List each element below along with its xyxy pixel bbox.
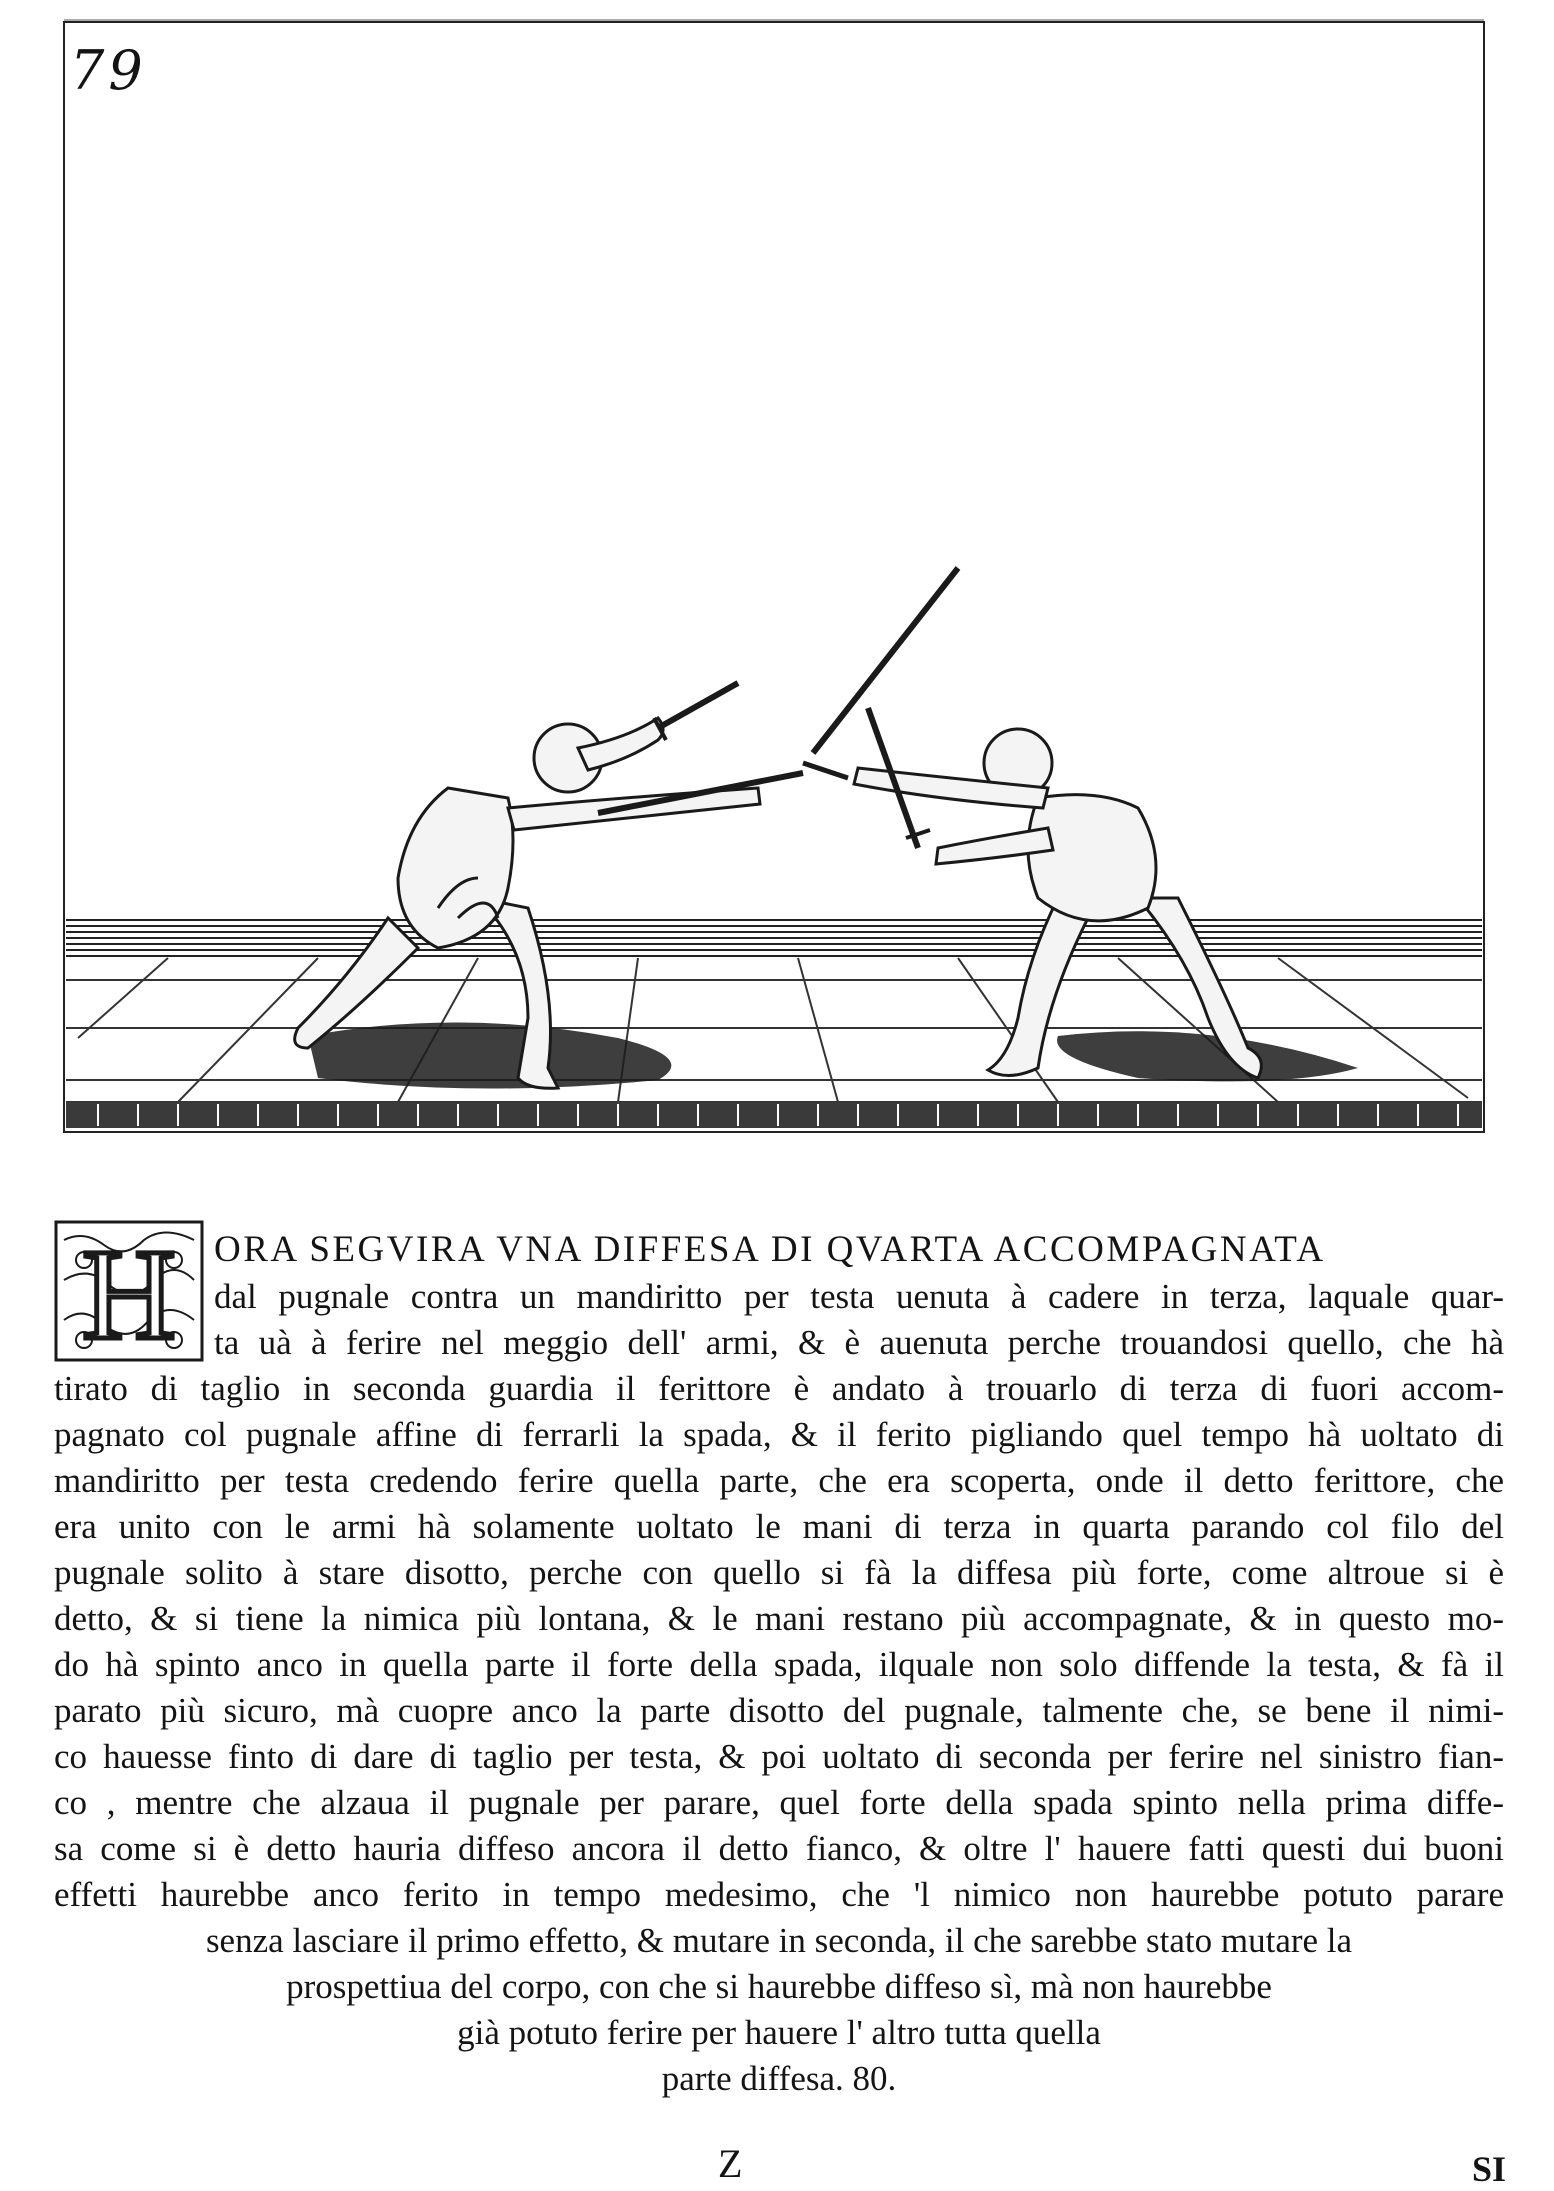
text-line: già potuto ferire per hauere l' altro tutta quella [457, 2013, 1101, 2052]
text-line: pagnato col pugnale affine di ferrarli la spada, & il ferito pigliando quel tempo hà uoltato di [54, 1415, 1504, 1454]
text-line: tirato di taglio in seconda guardia il ferittore è andato à trouarlo di terza di fuori accom- [54, 1369, 1504, 1408]
dagger-left [658, 683, 738, 728]
plate-border [64, 22, 1484, 1132]
text-line: do hà spinto anco in quella parte il forte della spada, ilquale non solo diffende la testa, & fà il [54, 1645, 1504, 1684]
shadow-right [1057, 1031, 1358, 1081]
text-line: effetti haurebbe anco ferito in tempo medesimo, che 'l nimico non haurebbe potuto parare [54, 1875, 1504, 1914]
text-line: parato più sicuro, mà cuopre anco la parte disotto del pugnale, talmente che, se bene il nimi- [54, 1691, 1504, 1730]
opening-heading: ORA SEGVIRA VNA DIFFESA DI QVARTA ACCOMPAGNATA [214, 1229, 1326, 1270]
drop-cap [54, 1220, 204, 1362]
text-line: mandiritto per testa credendo ferire quella parte, che era scoperta, onde il detto ferittore, che [54, 1461, 1504, 1500]
fencer-right [854, 729, 1261, 1078]
page-number: 79 [70, 39, 147, 102]
floor-edge [66, 1102, 1482, 1128]
text-line: dal pugnale contra un mandiritto per testa uenuta à cadere in terza, laquale quar- [214, 1277, 1504, 1316]
fencing-engraving [58, 18, 1490, 1138]
floor-horizon [66, 920, 1482, 956]
text-line: detto, & si tiene la nimica più lontana, & le mani restano più accompagnate, & in questo mo- [54, 1599, 1504, 1638]
sword-right [813, 568, 958, 753]
signature-mark: Z [718, 2141, 743, 2186]
text-line: sa come si è detto hauria diffeso ancora il detto fianco, & oltre l' hauere fatti questi dui buoni [54, 1829, 1504, 1868]
sheet-mark: SI [1472, 2149, 1507, 2189]
drop-cap-letter: H [82, 1223, 176, 1362]
text-line: pugnale solito à stare disotto, perche con quello si fà la diffesa più forte, come altroue si è [54, 1553, 1504, 1592]
shadow-left [308, 1022, 671, 1088]
text-line: co hauesse finto di dare di taglio per testa, & poi uoltato di seconda per ferire nel sinistro fian- [54, 1737, 1504, 1776]
text-line: co , mentre che alzaua il pugnale per parare, quel forte della spada spinto nella prima diffe- [54, 1783, 1504, 1822]
text-line: parte diffesa. 80. [661, 2059, 897, 2098]
text-line: era unito con le armi hà solamente uoltato le mani di terza in quarta parando col filo del [54, 1507, 1504, 1546]
text-line: prospettiua del corpo, con che si haurebbe diffeso sì, mà non haurebbe [286, 1967, 1272, 2006]
text-line: ta uà à ferire nel meggio dell' armi, & è auenuta perche trouandosi quello, che hà [214, 1323, 1504, 1362]
text-line: senza lasciare il primo effetto, & mutare in seconda, il che sarebbe stato mutare la [205, 1921, 1353, 1960]
